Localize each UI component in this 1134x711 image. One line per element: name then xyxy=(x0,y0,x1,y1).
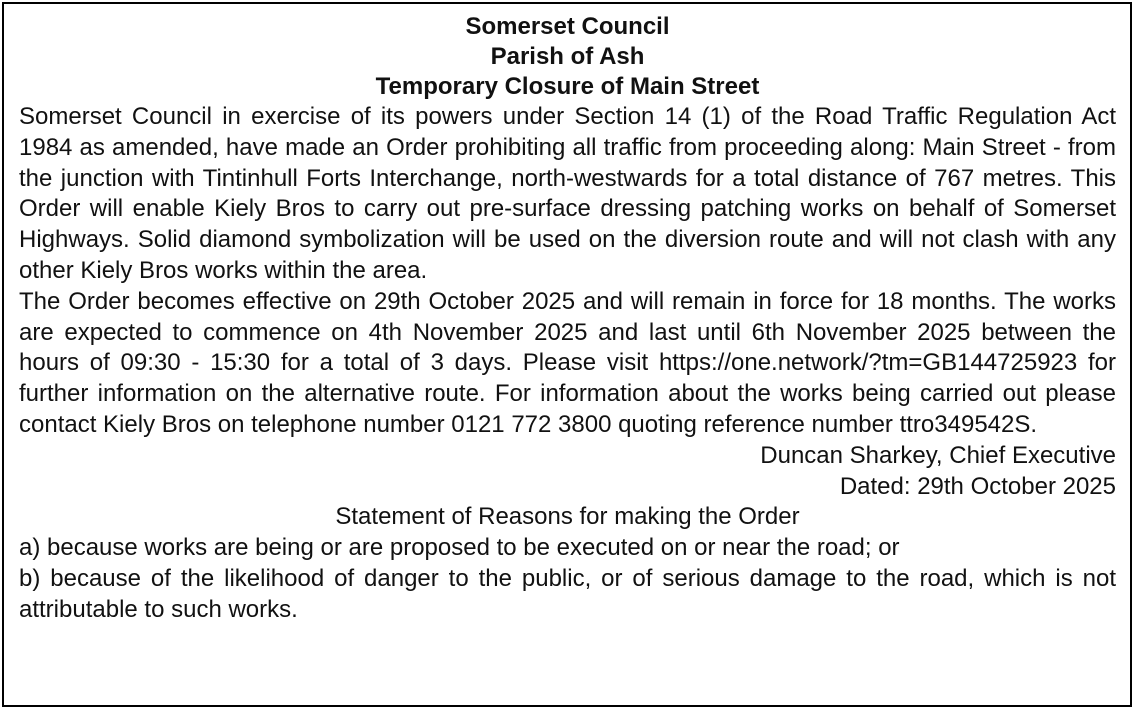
public-notice xyxy=(2,2,1132,707)
order-paragraph: Somerset Council in exercise of its powers under Section 14 (1) of the Road Traffic Regulation Act 1984 as amended, have made an Order prohibiting all traffic from proceeding along: Main Street - from the junction with Tintinhull Forts Interchange, north-westwards for a total distance of 767 metres. This Order will enable Kiely Bros to carry out pre-surface dressing patching works on behalf of Somerset Highways. Solid diamond symbolization will be used on the diversion route and will not clash with any other Kiely Bros works within the area. xyxy=(19,103,1116,284)
effective-paragraph: The Order becomes effective on 29th October 2025 and will remain in force for 18 months. The works are expected to commence on 4th November 2025 and last until 6th November 2025 between the hours of 09:30 - 15:30 for a total of 3 days. Please visit https://one.network/?tm=GB144725923 for further information on the alternative route. For information about the works being carried out please contact Kiely Bros on telephone number 0121 772 3800 quoting reference number ttro349542S. xyxy=(19,287,1116,438)
reason-item-b: b) because of the likelihood of danger to the public, or of serious damage to the road, which is not attributable to such works. xyxy=(19,564,1116,623)
notice-title: Temporary Closure of Main Street xyxy=(375,73,760,100)
reasons-heading: Statement of Reasons for making the Order xyxy=(335,503,800,531)
signatory: Duncan Sharkey, Chief Executive xyxy=(760,441,1116,469)
parish-name: Parish of Ash xyxy=(490,43,645,70)
council-name: Somerset Council xyxy=(465,13,670,40)
date-line: Dated: 29th October 2025 xyxy=(839,472,1116,500)
reason-item-a: a) because works are being or are proposed to be executed on or near the road; or xyxy=(19,534,900,562)
